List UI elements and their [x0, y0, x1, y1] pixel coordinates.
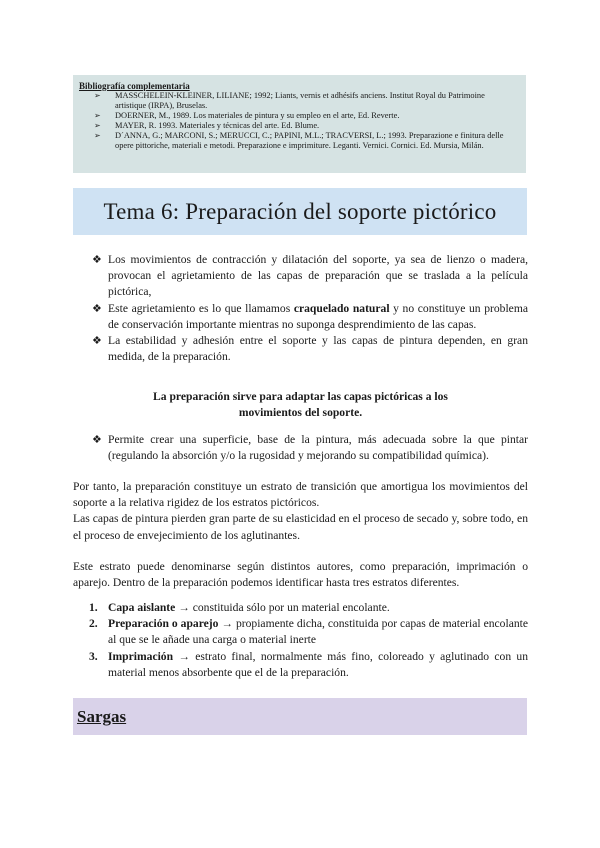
paragraph: Las capas de pintura pierden gran parte de su elasticidad en el proceso de secado y, sobre todo, en el proceso de envejecimiento de los aglutinantes.: [73, 512, 528, 542]
strata-list: [73, 600, 528, 681]
list-item: ❖ La estabilidad y adhesión entre el soporte y las capas de pintura dependen, en gran medida, de la preparación.: [92, 334, 528, 364]
arrowhead-icon: ➢: [94, 121, 101, 130]
paragraph: Este estrato puede denominarse según distintos autores, como preparación, imprimación o aparejo. Dentro de la preparación podemos identificar hasta tres estratos diferentes.: [73, 560, 528, 590]
list-item: ❖ Este agrietamiento es lo que llamamos craquelado natural y no constituye un problema de conservación importante mientras no suponga desprendimiento de las capas.: [92, 301, 528, 331]
bibliography-entry: ➢ D´ANNA, G.; MARCONI, S.; MERUCCI, C.; PAPINI, M.L.; TRACVERSI, L.; 1993. Preparazione e finitura delle opere pittoriche, materiali e metodi. Preparazione e imprimiture. Leganti. Vernici. Cornici. Ed. Mursia, Milán.: [94, 131, 504, 150]
bibliography-list: [79, 91, 518, 151]
section-title: Tema 6: Preparación del soporte pictórico: [73, 188, 527, 235]
arrowhead-icon: ➢: [94, 91, 101, 100]
list-item: 1. Capa aislante → constituida sólo por un material encolante.: [89, 601, 390, 614]
bibliography-entry: ➢ MAYER, R. 1993. Materiales y técnicas del arte. Ed. Blume.: [94, 121, 320, 130]
bibliography-entry: ➢ MASSCHELEIN-KLEINER, LILIANE; 1992; Liants, vernis et adhésifs anciens. Institut Royal du Patrimoine artistique (IRPA), Bruselas.: [94, 91, 485, 110]
arrowhead-icon: ➢: [94, 111, 101, 120]
list-item: 2. Preparación o aparejo → propiamente dicha, constituida por capas de material encolante al que se le añade una carga o material inerte: [89, 617, 528, 647]
highlight-statement: La preparación sirve para adaptar las capas pictóricas a los movimientos del soporte.: [153, 390, 448, 420]
bibliography-box: [73, 75, 526, 173]
strata-paragraph: [73, 559, 528, 591]
body-paragraphs: [73, 479, 528, 544]
bibliography-title: Bibliografía complementaria: [79, 81, 190, 91]
next-section-heading: Sargas: [73, 698, 527, 735]
arrowhead-icon: ➢: [94, 131, 101, 140]
bullet-list-2: [73, 432, 528, 464]
diamond-bullet-icon: ❖: [92, 335, 102, 348]
list-item: 3. Imprimación → estrato final, normalmente más fino, coloreado y aglutinado con un material menos absorbente que el de la preparación.: [89, 649, 528, 679]
diamond-bullet-icon: ❖: [92, 254, 102, 266]
intro-bullets: [73, 252, 528, 365]
bibliography-entry: ➢ DOERNER, M., 1989. Los materiales de pintura y su empleo en el arte, Ed. Reverte.: [94, 111, 400, 120]
paragraph: Por tanto, la preparación constituye un estrato de transición que amortigua los movimientos del soporte a la relativa rigidez de los estratos pictóricos.: [73, 480, 528, 510]
list-item: ❖ Permite crear una superficie, base de la pintura, más adecuada sobre la que pintar (regulando la absorción y/o la rugosidad y mejorando su compatibilidad química).: [92, 433, 528, 463]
diamond-bullet-icon: ❖: [92, 434, 102, 446]
list-item: ❖ Los movimientos de contracción y dilatación del soporte, ya sea de lienzo o madera, provocan el agrietamiento de las capas de preparación que se traslada a la película pictórica,: [92, 253, 528, 299]
key-term: craquelado natural: [293, 301, 390, 315]
diamond-bullet-icon: ❖: [92, 302, 102, 315]
